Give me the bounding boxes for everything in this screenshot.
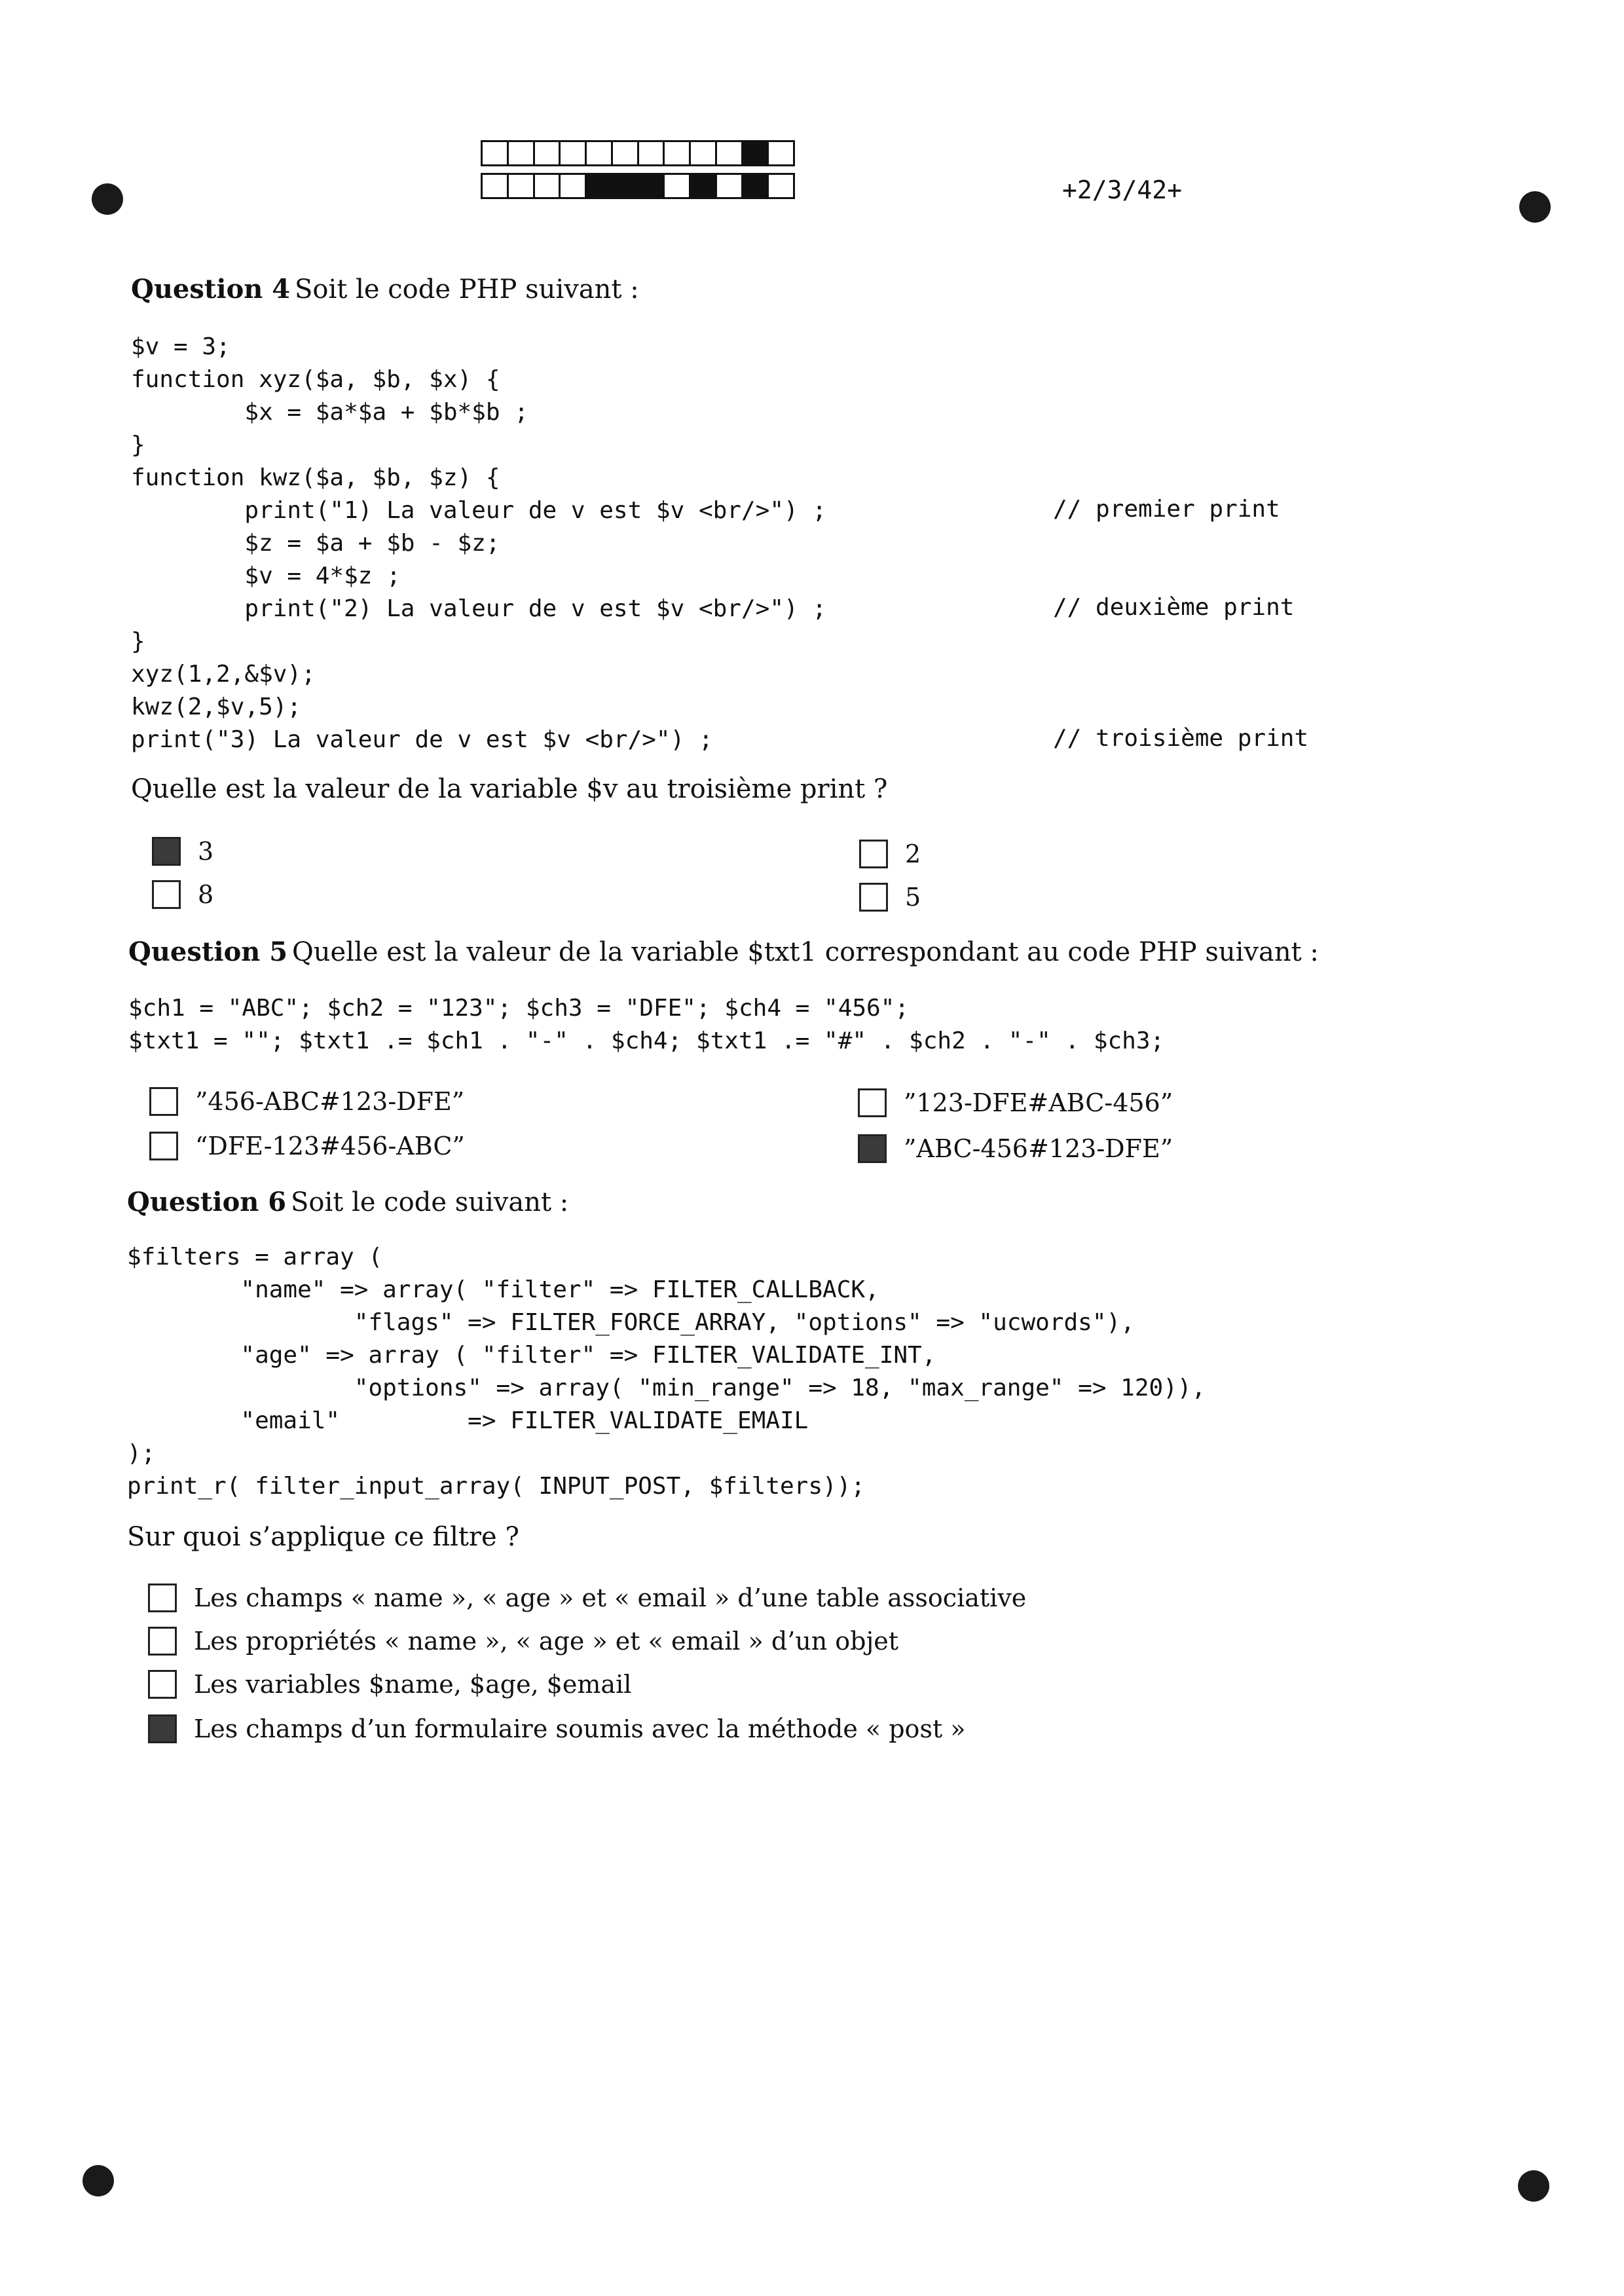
option-label: “DFE-123#456-ABC” — [195, 1132, 465, 1160]
registration-dot-bottom-left — [83, 2165, 114, 2196]
answer-option[interactable] — [858, 1088, 1173, 1117]
registration-dot-bottom-right — [1518, 2170, 1549, 2202]
php-code-block-q6: $filters = array ( "name" => array( "filter" => FILTER_CALLBACK, "flags" => FILTER_FORCE_ARRAY, "options" => "ucwords"), "age" => array ( "filter" => FILTER_VALIDATE_INT, "options" => array( "min_range" => 18, "max_range" => 120)), "email" => FILTER_VALIDATE_EMAIL ); print_r( filter_input_array( INPUT_POST, $filters)); — [127, 1244, 1206, 1500]
answer-option[interactable] — [858, 1134, 1173, 1163]
checkbox[interactable] — [148, 1670, 177, 1699]
question-label: Question 5 — [128, 936, 288, 967]
barcode-cell-filled — [743, 142, 769, 164]
barcode-row-1 — [481, 140, 795, 166]
checkbox[interactable] — [148, 1627, 177, 1656]
checkbox[interactable] — [152, 880, 181, 909]
option-label: Les variables $name, $age, $email — [194, 1670, 632, 1699]
barcode-cell — [587, 142, 613, 164]
answer-option[interactable] — [149, 1087, 464, 1116]
barcode-cell — [665, 142, 691, 164]
barcode-cell — [769, 142, 793, 164]
barcode-cell — [561, 175, 587, 197]
question-6-prompt: Sur quoi s’applique ce filtre ? — [127, 1522, 519, 1552]
answer-option[interactable] — [149, 1132, 465, 1160]
barcode-cell — [509, 142, 535, 164]
barcode-cell-filled — [613, 175, 639, 197]
barcode-cell-filled — [587, 175, 613, 197]
question-text: Soit le code suivant : — [291, 1187, 569, 1217]
answer-option[interactable] — [152, 880, 213, 909]
barcode-cell-filled — [743, 175, 769, 197]
barcode-cell-filled — [691, 175, 717, 197]
answer-option[interactable] — [148, 1627, 898, 1656]
barcode-cell — [717, 175, 743, 197]
barcode-cell — [483, 175, 509, 197]
answer-option[interactable] — [148, 1714, 966, 1743]
option-label: ”ABC-456#123-DFE” — [904, 1134, 1173, 1163]
checkbox[interactable] — [148, 1583, 177, 1612]
question-4-header — [131, 274, 639, 305]
barcode-cell — [483, 142, 509, 164]
code-comment-troisieme: // troisième print — [1053, 725, 1309, 752]
option-label: 8 — [198, 880, 214, 909]
code-comment-premier: // premier print — [1053, 496, 1280, 523]
question-text: Quelle est la valeur de la variable $txt1 correspondant au code PHP suivant : — [292, 937, 1319, 967]
option-label: Les champs « name », « age » et « email » d’une table associative — [194, 1583, 1027, 1612]
barcode-cell — [561, 142, 587, 164]
barcode-cell — [535, 142, 561, 164]
option-label: Les champs d’un formulaire soumis avec la méthode « post » — [194, 1714, 966, 1743]
question-label: Question 6 — [127, 1187, 287, 1217]
checkbox[interactable] — [149, 1132, 178, 1160]
barcode-cell — [535, 175, 561, 197]
barcode-cell — [613, 142, 639, 164]
php-code-block-q4: $v = 3; function xyz($a, $b, $x) { $x = $a*$a + $b*$b ; } function kwz($a, $b, $z) { print("1) La valeur de v est $v <br/>") ; $z = $a + $b - $z; $v = 4*$z ; print("2) La valeur de v est $v <br/>") ; } xyz(1,2,&$v); kwz(2,$v,5); print("3) La valeur de v est $v <br/>") ; — [131, 333, 827, 753]
barcode-cell — [509, 175, 535, 197]
checkbox[interactable] — [859, 883, 888, 912]
option-label: 3 — [198, 837, 214, 866]
checkbox[interactable] — [149, 1087, 178, 1116]
answer-option[interactable] — [859, 840, 921, 868]
option-label: Les propriétés « name », « age » et « email » d’un objet — [194, 1627, 899, 1656]
barcode-cell-filled — [639, 175, 665, 197]
barcode-cell — [691, 142, 717, 164]
checkbox-checked[interactable] — [148, 1714, 177, 1743]
answer-option[interactable] — [859, 883, 921, 912]
answer-option[interactable] — [152, 837, 213, 866]
barcode-cell — [717, 142, 743, 164]
option-label: 5 — [905, 883, 921, 912]
answer-option[interactable] — [148, 1670, 631, 1699]
option-label: 2 — [905, 840, 921, 868]
option-label: ”123-DFE#ABC-456” — [904, 1088, 1173, 1117]
registration-dot-top-left — [92, 183, 123, 215]
page-id: +2/3/42+ — [1062, 176, 1183, 204]
registration-dot-top-right — [1519, 191, 1551, 223]
question-5-header — [128, 936, 1319, 967]
php-code-block-q5: $ch1 = "ABC"; $ch2 = "123"; $ch3 = "DFE"; $ch4 = "456"; $txt1 = ""; $txt1 .= $ch1 . "-" . $ch4; $txt1 .= "#" . $ch2 . "-" . $ch3; — [128, 995, 1165, 1054]
question-label: Question 4 — [131, 274, 291, 305]
answer-option[interactable] — [148, 1583, 1026, 1612]
checkbox-checked[interactable] — [858, 1134, 887, 1163]
question-4-prompt: Quelle est la valeur de la variable $v au troisième print ? — [131, 774, 888, 804]
barcode-cell — [665, 175, 691, 197]
checkbox[interactable] — [858, 1088, 887, 1117]
code-comment-deuxieme: // deuxième print — [1053, 594, 1295, 621]
checkbox-checked[interactable] — [152, 837, 181, 866]
question-6-header — [127, 1187, 568, 1217]
option-label: ”456-ABC#123-DFE” — [195, 1087, 465, 1116]
barcode-cell — [639, 142, 665, 164]
checkbox[interactable] — [859, 840, 888, 868]
barcode-cell — [769, 175, 793, 197]
barcode-row-2 — [481, 173, 795, 199]
question-text: Soit le code PHP suivant : — [295, 274, 639, 305]
